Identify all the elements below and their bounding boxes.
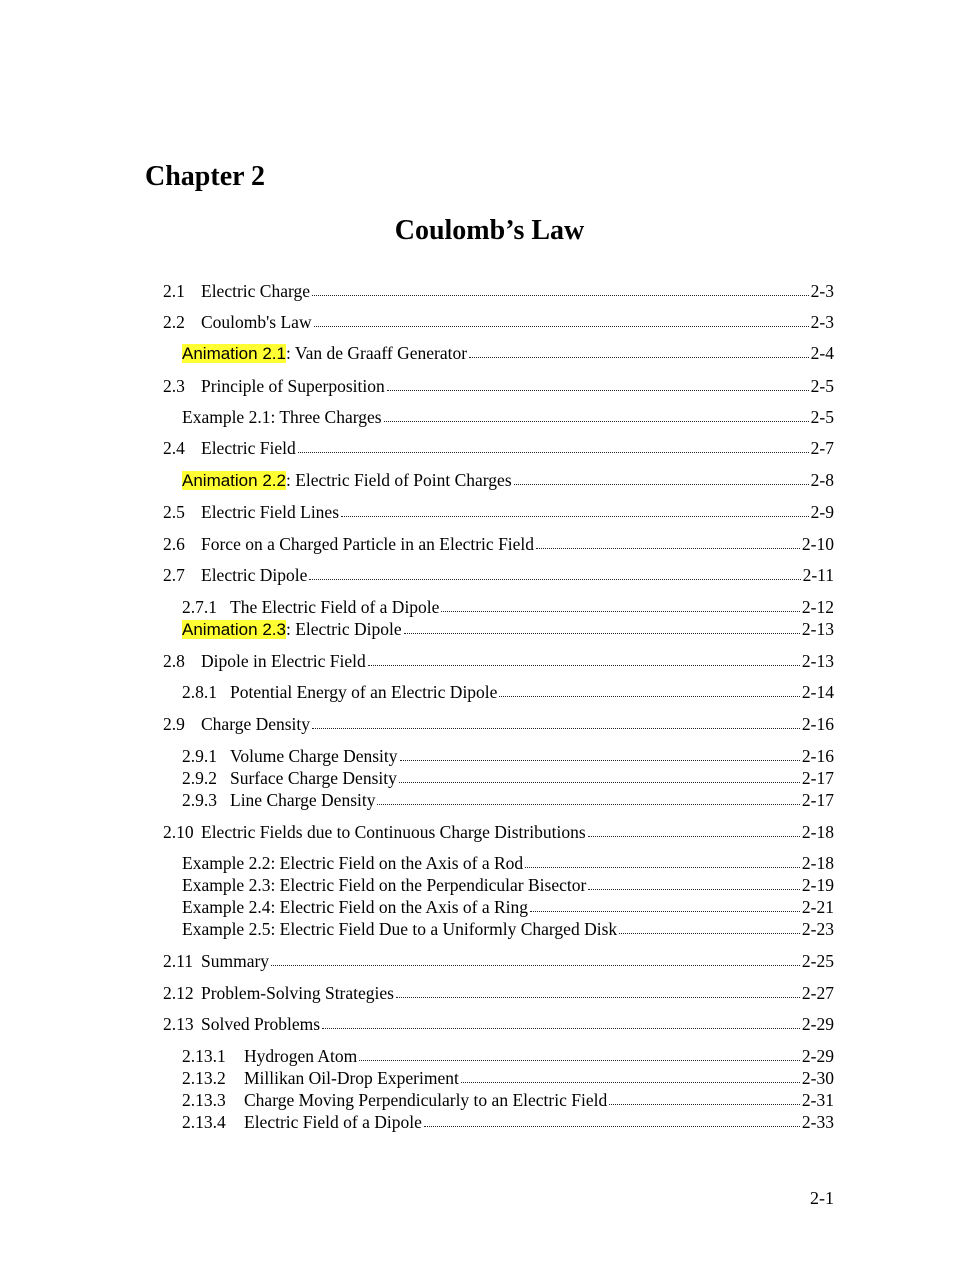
- toc-entry-page: 2-23: [801, 919, 834, 939]
- dot-leader: [298, 440, 809, 454]
- toc-entry[interactable]: [182, 1067, 834, 1089]
- dot-leader: [314, 314, 809, 328]
- toc-entry-title: Electric Field: [201, 438, 296, 458]
- toc-entry-page: 2-12: [801, 597, 834, 617]
- toc-entry-number: 2.13.1: [182, 1046, 226, 1066]
- toc-entry-title: Summary: [201, 951, 270, 971]
- toc-entry[interactable]: [163, 564, 834, 586]
- toc-entry[interactable]: [163, 311, 834, 333]
- toc-entry[interactable]: [182, 406, 834, 428]
- toc-entry[interactable]: [182, 874, 834, 896]
- toc-entry-title: : Electric Dipole: [285, 619, 402, 639]
- toc-entry-title: Electric Fields due to Continuous Charge Distributions: [201, 822, 586, 842]
- toc-entry-page: 2-27: [801, 983, 834, 1003]
- dot-leader: [461, 1070, 800, 1084]
- toc-entry[interactable]: [182, 1045, 834, 1067]
- dot-leader: [499, 684, 799, 698]
- toc-entry-number: 2.13: [163, 1014, 194, 1034]
- toc-entry-title: Example 2.2: Electric Field on the Axis of a Rod: [182, 853, 524, 873]
- toc-entry-number: 2.10: [163, 822, 194, 842]
- toc-entry-title: Dipole in Electric Field: [201, 651, 366, 671]
- toc-entry-number: 2.8: [163, 651, 185, 671]
- toc-entry-page: 2-10: [801, 534, 834, 554]
- dot-leader: [271, 953, 800, 967]
- toc-entry-page: 2-3: [810, 281, 834, 301]
- toc-entry-title: Example 2.1: Three Charges: [182, 407, 382, 427]
- toc-entry-page: 2-31: [801, 1090, 834, 1110]
- toc-entry[interactable]: [182, 681, 834, 703]
- animation-link[interactable]: Animation 2.1: [182, 344, 286, 363]
- toc-entry-number: 2.8.1: [182, 682, 217, 702]
- toc-entry[interactable]: [182, 918, 834, 940]
- toc-entry-page: 2-13: [801, 651, 834, 671]
- toc-entry[interactable]: [182, 469, 834, 491]
- toc-entry-page: 2-7: [810, 438, 834, 458]
- toc-entry-number: 2.13.4: [182, 1112, 226, 1132]
- dot-leader: [469, 345, 809, 359]
- toc-entry-title: Volume Charge Density: [230, 746, 398, 766]
- dot-leader: [368, 653, 800, 667]
- toc-entry-number: 2.12: [163, 983, 194, 1003]
- animation-link[interactable]: Animation 2.3: [182, 620, 286, 639]
- toc-entry[interactable]: [163, 1013, 834, 1035]
- dot-leader: [396, 985, 800, 999]
- toc-entry-number: 2.4: [163, 438, 185, 458]
- toc-entry-page: 2-18: [801, 822, 834, 842]
- toc-entry-page: 2-13: [801, 619, 834, 639]
- toc-entry[interactable]: [182, 1111, 834, 1133]
- dot-leader: [619, 921, 800, 935]
- toc-entry-title: Millikan Oil-Drop Experiment: [244, 1068, 459, 1088]
- dot-leader: [341, 504, 809, 518]
- dot-leader: [399, 770, 800, 784]
- toc-entry[interactable]: [182, 1089, 834, 1111]
- toc-entry-title: Problem-Solving Strategies: [201, 983, 394, 1003]
- toc-entry-number: 2.2: [163, 312, 185, 332]
- toc-entry[interactable]: [182, 618, 834, 640]
- dot-leader: [536, 536, 800, 550]
- toc-entry-number: 2.11: [163, 951, 193, 971]
- toc-entry-page: 2-16: [801, 746, 834, 766]
- toc-entry-page: 2-5: [810, 376, 834, 396]
- toc-entry-number: 2.3: [163, 376, 185, 396]
- toc-entry-title: Charge Moving Perpendicularly to an Electric Field: [244, 1090, 608, 1110]
- toc-entry-page: 2-21: [801, 897, 834, 917]
- dot-leader: [441, 599, 799, 613]
- toc-entry-page: 2-25: [801, 951, 834, 971]
- toc-entry[interactable]: [163, 713, 834, 735]
- toc-entry[interactable]: [182, 745, 834, 767]
- toc-entry-page: 2-14: [801, 682, 834, 702]
- toc-entry-title: Hydrogen Atom: [244, 1046, 358, 1066]
- dot-leader: [384, 409, 809, 423]
- toc-entry-title: : Electric Field of Point Charges: [285, 470, 512, 490]
- dot-leader: [404, 621, 800, 635]
- toc-entry-title: Line Charge Density: [230, 790, 376, 810]
- toc-entry-title: Charge Density: [201, 714, 311, 734]
- toc-entry[interactable]: [182, 342, 834, 364]
- toc-entry[interactable]: [163, 950, 834, 972]
- dot-leader: [588, 824, 800, 838]
- chapter-label: Chapter 2: [145, 161, 266, 192]
- toc-entry-number: 2.1: [163, 281, 185, 301]
- toc-entry[interactable]: [182, 896, 834, 918]
- toc-entry-number: 2.13.3: [182, 1090, 226, 1110]
- page-number: 2-1: [810, 1188, 834, 1208]
- dot-leader: [309, 567, 800, 581]
- toc-entry[interactable]: [182, 596, 834, 618]
- dot-leader: [377, 792, 799, 806]
- toc-entry-number: 2.9: [163, 714, 185, 734]
- toc-entry-page: 2-5: [810, 407, 834, 427]
- dot-leader: [525, 855, 800, 869]
- toc-entry-title: Electric Dipole: [201, 565, 308, 585]
- toc-entry-page: 2-8: [810, 470, 834, 490]
- toc-entry-page: 2-9: [810, 502, 834, 522]
- toc-entry-page: 2-18: [801, 853, 834, 873]
- toc-entry[interactable]: [163, 437, 834, 459]
- toc-entry-title: Solved Problems: [201, 1014, 321, 1034]
- chapter-title: Coulomb’s Law: [394, 215, 585, 246]
- animation-link[interactable]: Animation 2.2: [182, 471, 286, 490]
- toc-entry-page: 2-33: [801, 1112, 834, 1132]
- toc-entry[interactable]: [163, 280, 834, 302]
- dot-leader: [359, 1048, 800, 1062]
- dot-leader: [424, 1114, 800, 1128]
- toc-entry[interactable]: [163, 982, 834, 1004]
- toc-entry-title: The Electric Field of a Dipole: [230, 597, 440, 617]
- toc-entry-title: : Van de Graaff Generator: [285, 343, 468, 363]
- toc-entry-title: Potential Energy of an Electric Dipole: [230, 682, 498, 702]
- toc-entry-title: Coulomb's Law: [201, 312, 312, 332]
- toc-entry-page: 2-16: [801, 714, 834, 734]
- toc-entry-title: Electric Field of a Dipole: [244, 1112, 422, 1132]
- toc-entry[interactable]: [163, 501, 834, 523]
- toc-entry-title: Example 2.4: Electric Field on the Axis of a Ring: [182, 897, 529, 917]
- toc-entry-page: 2-19: [801, 875, 834, 895]
- dot-leader: [387, 378, 809, 392]
- toc-entry[interactable]: [182, 789, 834, 811]
- toc-entry-page: 2-29: [801, 1046, 834, 1066]
- toc-entry-number: 2.13.2: [182, 1068, 226, 1088]
- toc-entry-number: 2.6: [163, 534, 185, 554]
- toc-entry-title: Example 2.5: Electric Field Due to a Uniformly Charged Disk: [182, 919, 618, 939]
- toc-entry-number: 2.9.3: [182, 790, 217, 810]
- toc-entry-page: 2-17: [801, 768, 834, 788]
- toc-entry-number: 2.5: [163, 502, 185, 522]
- toc-entry[interactable]: [163, 650, 834, 672]
- dot-leader: [312, 283, 809, 297]
- dot-leader: [609, 1092, 800, 1106]
- toc-entry-number: 2.7.1: [182, 597, 217, 617]
- dot-leader: [514, 472, 809, 486]
- toc-entry[interactable]: [163, 533, 834, 555]
- toc-entry-page: 2-30: [801, 1068, 834, 1088]
- toc-entry-title: Example 2.3: Electric Field on the Perpendicular Bisector: [182, 875, 587, 895]
- toc-entry-number: 2.9.2: [182, 768, 217, 788]
- dot-leader: [530, 899, 800, 913]
- toc-entry-title: Electric Field Lines: [201, 502, 340, 522]
- dot-leader: [312, 716, 800, 730]
- toc-entry[interactable]: [182, 852, 834, 874]
- toc-entry-page: 2-17: [801, 790, 834, 810]
- toc-entry-page: 2-3: [810, 312, 834, 332]
- toc-entry-page: 2-11: [802, 565, 834, 585]
- toc-entry[interactable]: [163, 375, 834, 397]
- dot-leader: [588, 877, 800, 891]
- toc-entry[interactable]: [182, 767, 834, 789]
- toc-entry-title: Surface Charge Density: [230, 768, 397, 788]
- toc-entry[interactable]: [163, 821, 834, 843]
- toc-entry-title: Principle of Superposition: [201, 376, 385, 396]
- dot-leader: [400, 748, 800, 762]
- toc-entry-title: Electric Charge: [201, 281, 310, 301]
- toc-entry-title: Force on a Charged Particle in an Electric Field: [201, 534, 535, 554]
- toc-entry-number: 2.9.1: [182, 746, 217, 766]
- toc-entry-page: 2-4: [810, 343, 834, 363]
- toc-entry-number: 2.7: [163, 565, 185, 585]
- dot-leader: [322, 1016, 800, 1030]
- toc-entry-page: 2-29: [801, 1014, 834, 1034]
